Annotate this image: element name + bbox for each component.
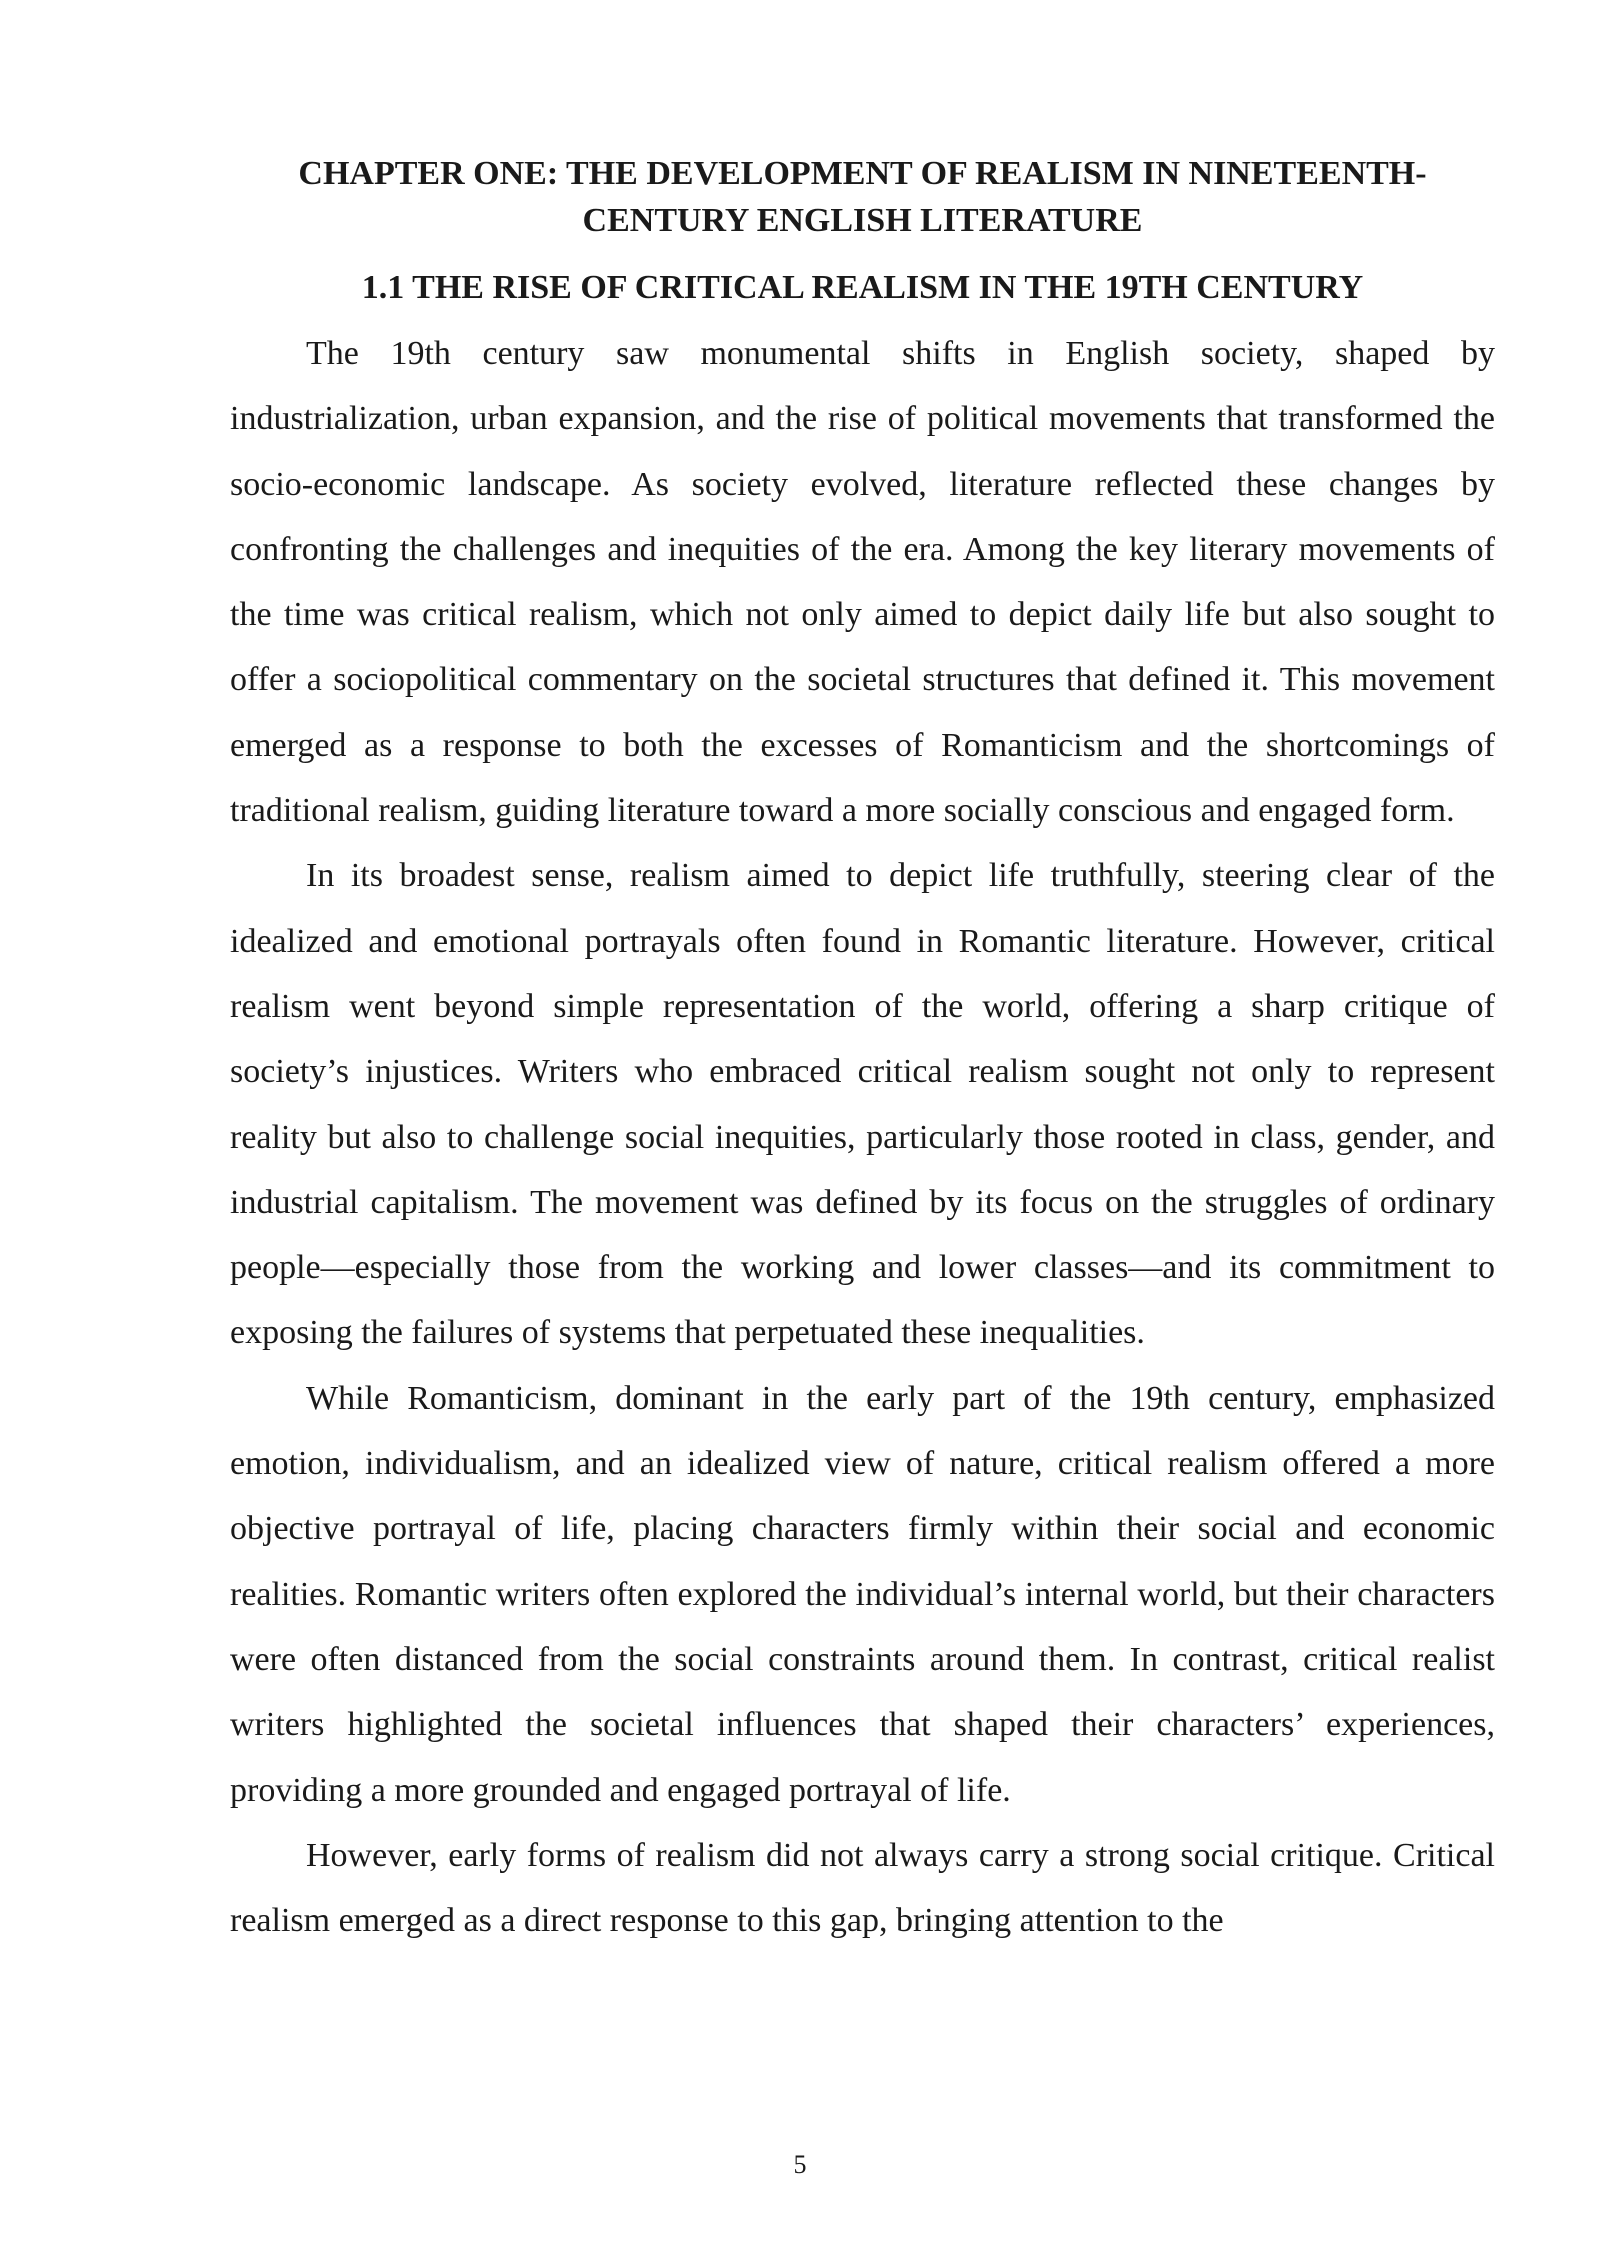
body-paragraph-3: While Romanticism, dominant in the early part of the 19th century, emphasized emotion, individualism, and an idealized view of nature, critical realism offered a more objective portrayal of life, placing characters firmly within their social and economic realities. Romantic writers often explored the individual’s internal world, but their characters were often distanced from the social constraints around them. In contrast, critical realist writers highlighted the societal influences that shaped their characters’ experiences, providing a more grounded and engaged portrayal of life.	[230, 1379, 1495, 1809]
body-paragraph-4: However, early forms of realism did not always carry a strong social critique. Critical realism emerged as a direct response to this gap, bringing attention to the	[230, 1836, 1495, 1940]
chapter-title-line-1: CHAPTER ONE: THE DEVELOPMENT OF REALISM IN NINETEENTH-	[298, 155, 1427, 192]
page-number: 5	[793, 2150, 807, 2179]
section-title: 1.1 THE RISE OF CRITICAL REALISM IN THE 19TH CENTURY	[361, 269, 1364, 306]
chapter-title	[230, 150, 1495, 244]
chapter-title-line-2: CENTURY ENGLISH LITERATURE	[582, 202, 1143, 239]
page-content	[230, 150, 1495, 1953]
body-paragraph-2: In its broadest sense, realism aimed to depict life truthfully, steering clear of the idealized and emotional portrayals often found in Romantic literature. However, critical realism went beyond simple representation of the world, offering a sharp critique of society’s injustices. Writers who embraced critical realism sought not only to represent reality but also to challenge social inequities, particularly those rooted in class, gender, and industrial capitalism. The movement was defined by its focus on the struggles of ordinary people—especially those from the working and lower classes—and its commitment to exposing the failures of systems that perpetuated these inequalities.	[230, 857, 1495, 1352]
body-paragraph-1: The 19th century saw monumental shifts in English society, shaped by industrialization, urban expansion, and the rise of political movements that transformed the socio-economic landscape. As society evolved, literature reflected these changes by confronting the challenges and inequities of the era. Among the key literary movements of the time was critical realism, which not only aimed to depict daily life but also sought to offer a sociopolitical commentary on the societal structures that defined it. This movement emerged as a response to both the excesses of Romanticism and the shortcomings of traditional realism, guiding literature toward a more socially conscious and engaged form.	[230, 335, 1495, 830]
